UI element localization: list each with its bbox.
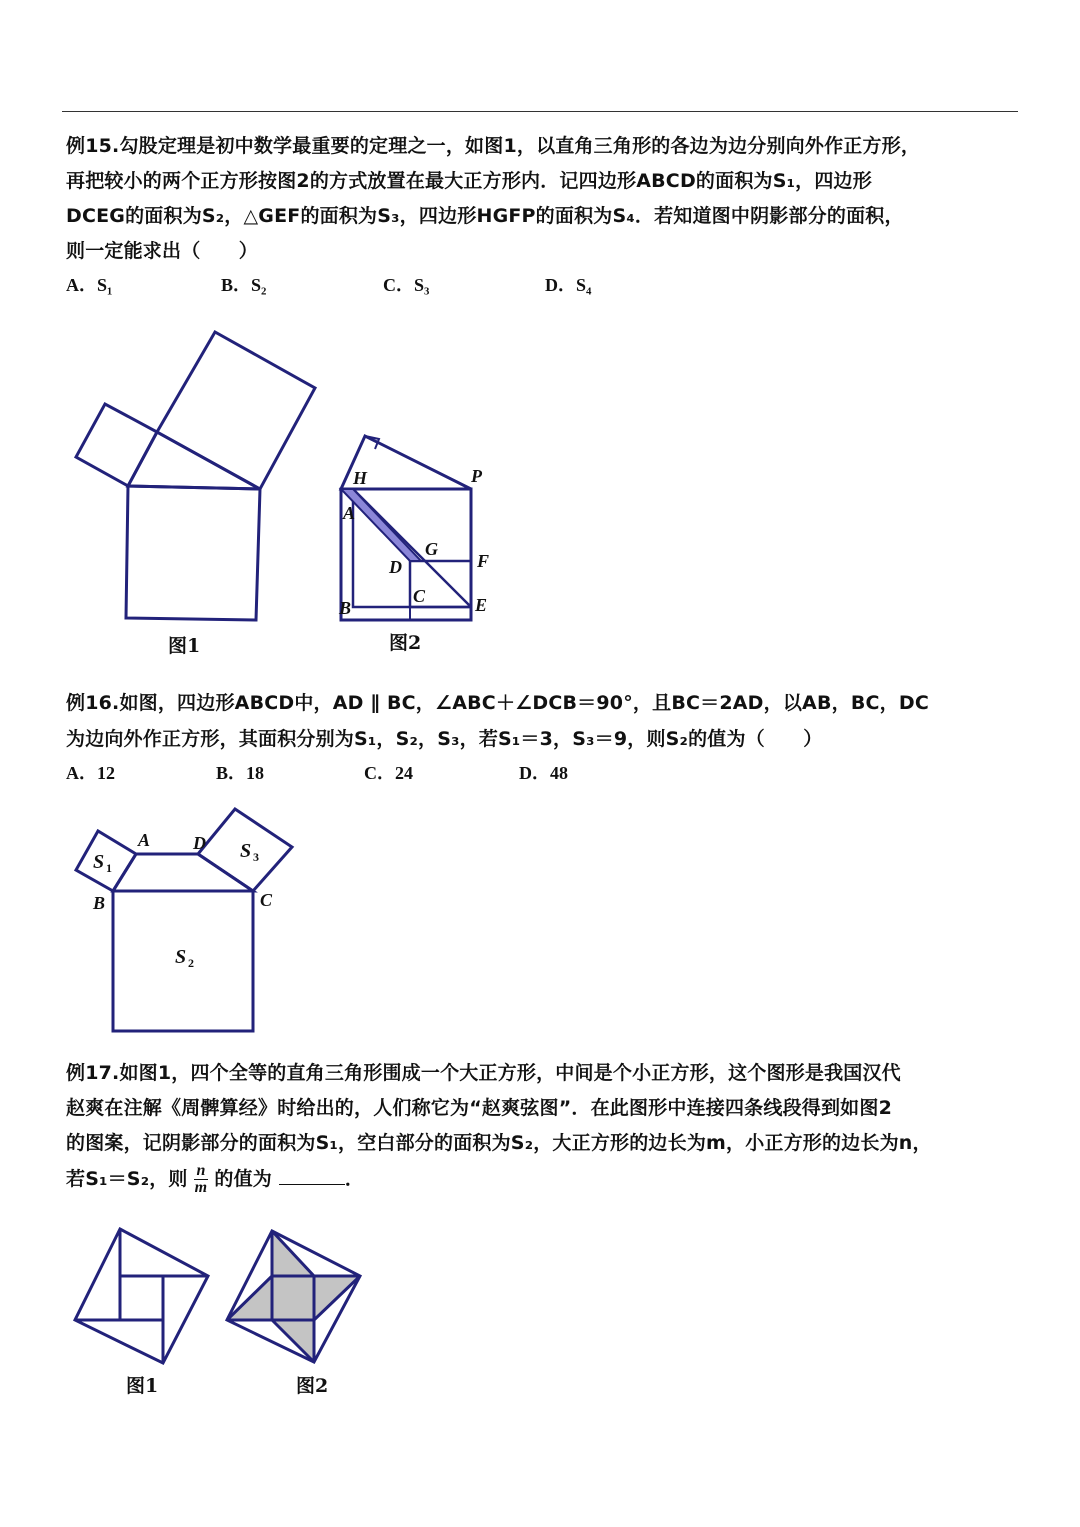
q15-fig1-small-square: [76, 404, 157, 486]
q17-line4-end: ．: [344, 1168, 365, 1190]
q15-fig2-label-g: G: [425, 539, 438, 559]
q15-fig2-label-b: B: [339, 598, 352, 618]
q15-fig2-label-d: D: [389, 557, 402, 577]
q15-fig2-label-a: A: [343, 503, 356, 523]
q17-fraction-denominator: m: [194, 1179, 208, 1196]
q17-fig2-caption: 图2: [296, 1375, 329, 1397]
q15-figure-2: [325, 425, 515, 660]
q15-option-a[interactable]: A．S₁: [66, 275, 113, 295]
q17-text-line-3: 的图案，记阴影部分的面积为S₁，空白部分的面积为S₂，大正方形的边长为m，小正方形的边长为n，: [66, 1132, 932, 1154]
q16-label-s1: S: [93, 851, 105, 873]
q15-fig1-bottom-square: [126, 486, 260, 620]
q16-label-b: B: [93, 893, 106, 913]
q17-fig1-caption: 图1: [126, 1375, 159, 1397]
header-rule: [62, 111, 1018, 112]
q15-text-line-4: 则一定能求出（ ）: [66, 240, 259, 262]
q16-label-c: C: [260, 890, 273, 910]
q16-label-s1-sub: 1: [106, 861, 112, 875]
q17-line4-prefix: 若S₁＝S₂，则: [66, 1168, 188, 1190]
q15-fig2-label-p: P: [471, 466, 482, 486]
q16-option-d[interactable]: D．48: [519, 763, 568, 783]
q15-text-line-3: DCEG的面积为S₂，△GEF的面积为S₃，四边形HGFP的面积为S₄．若知道图中阴影部分的面积，: [66, 205, 904, 227]
q17-text-line-4: [66, 1163, 364, 1196]
q16-text-line-1: 例16.如图，四边形ABCD中，AD ∥ BC，∠ABC＋∠DCB＝90°，且BC＝2AD，以AB，BC，DC: [66, 692, 929, 714]
q16-label-a: A: [138, 830, 151, 850]
q16-option-b[interactable]: B．18: [216, 763, 265, 783]
q15-text-line-2: 再把较小的两个正方形按图2的方式放置在最大正方形内．记四边形ABCD的面积为S₁，四边形: [66, 170, 872, 192]
q15-options: [66, 271, 591, 297]
q17-fraction: [194, 1163, 207, 1196]
q17-text-line-1: 例17.如图1，四个全等的直角三角形围成一个大正方形，中间是个小正方形，这个图形是我国汉代: [66, 1062, 901, 1084]
q15-fig2-label-e: E: [475, 595, 488, 615]
q15-figure-1: [60, 320, 340, 660]
q15-option-b[interactable]: B．S₂: [221, 275, 267, 295]
q17-fig1-large-square: [75, 1229, 208, 1363]
q17-line4-suffix: 的值为: [214, 1168, 272, 1190]
q17-fraction-numerator: n: [196, 1162, 206, 1179]
q15-fig1-caption: 图1: [168, 635, 201, 657]
q15-fig2-label-h: H: [353, 468, 368, 488]
q16-text-line-2: 为边向外作正方形，其面积分别为S₁，S₂，S₃，若S₁＝3，S₃＝9，则S₂的值为（ ）: [66, 728, 823, 750]
q17-answer-blank[interactable]: [279, 1170, 345, 1185]
q15-fig2-label-c: C: [413, 586, 426, 606]
q16-figure: [62, 798, 302, 1038]
q15-fig1-triangle: [128, 432, 260, 489]
q15-fig1-large-square: [157, 332, 315, 489]
q16-label-s2: S: [175, 946, 187, 968]
q17-figure-2: [220, 1222, 370, 1402]
q15-option-c[interactable]: C．S₃: [383, 275, 430, 295]
q16-label-s3-sub: 3: [253, 850, 259, 864]
q15-fig2-label-f: F: [477, 551, 490, 571]
q16-label-d: D: [193, 833, 206, 853]
q16-label-s2-sub: 2: [188, 956, 194, 970]
q15-option-d[interactable]: D．S₄: [545, 275, 592, 295]
q17-text-line-2: 赵爽在注解《周髀算经》时给出的，人们称它为“赵爽弦图”．在此图形中连接四条线段得到如图2: [66, 1097, 892, 1119]
q16-options: [66, 759, 568, 785]
q16-option-c[interactable]: C．24: [364, 763, 413, 783]
q15-text-line-1: 例15.勾股定理是初中数学最重要的定理之一，如图1，以直角三角形的各边为边分别向外作正方形，: [66, 135, 921, 157]
q16-label-s3: S: [240, 840, 252, 862]
q17-figure-1: [66, 1222, 216, 1402]
q16-option-a[interactable]: A．12: [66, 763, 115, 783]
q15-fig2-caption: 图2: [389, 632, 422, 654]
